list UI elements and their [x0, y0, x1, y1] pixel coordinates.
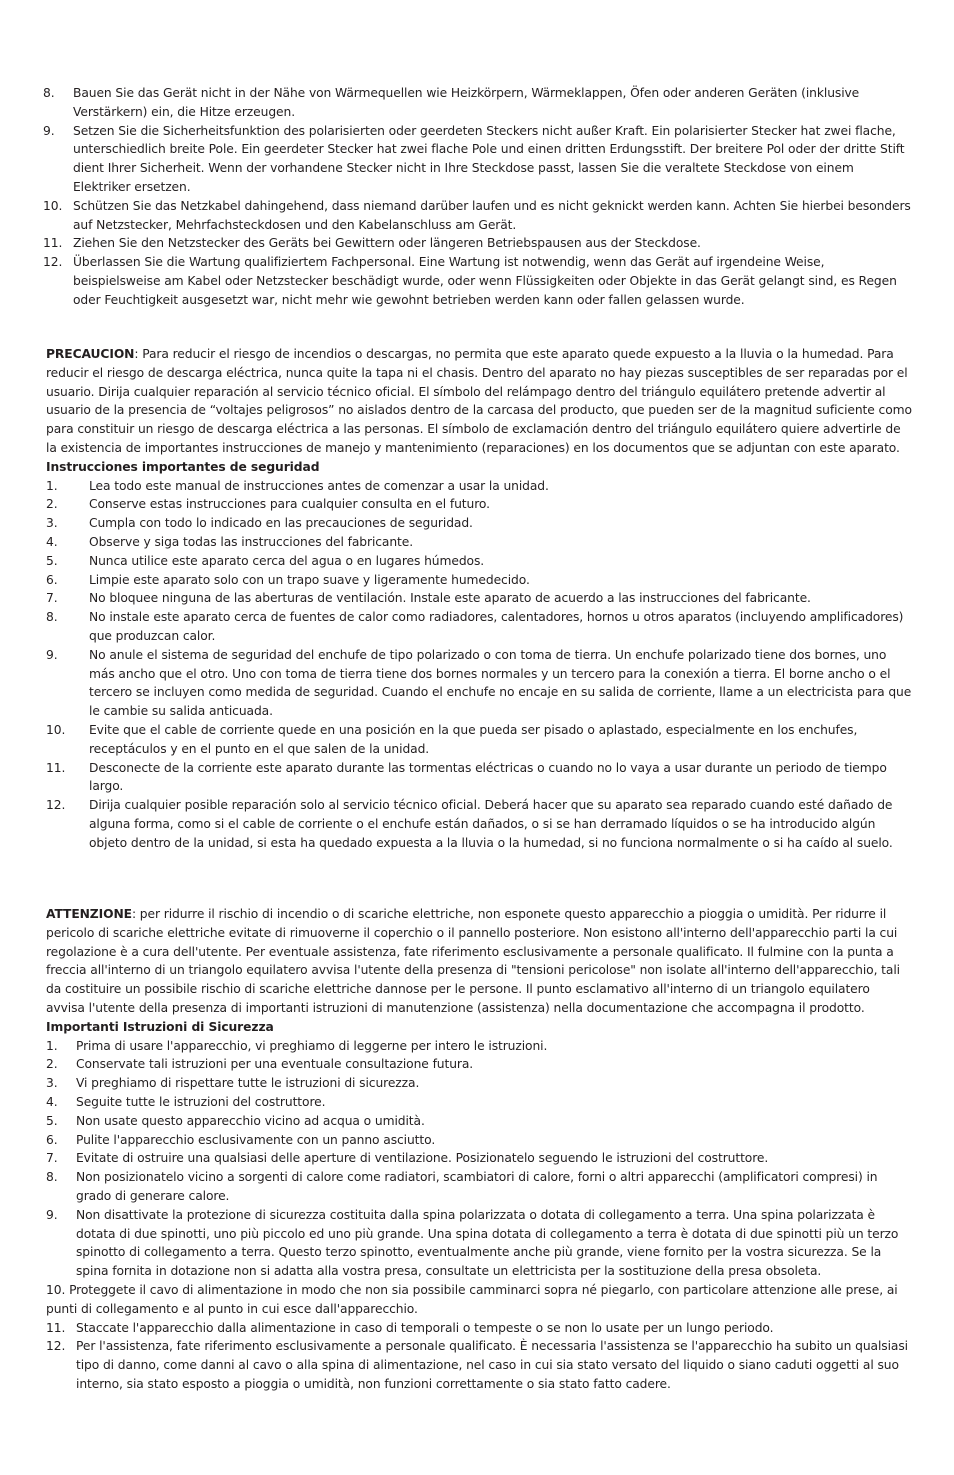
list-item	[46, 1093, 912, 1112]
item-number: 1.	[46, 478, 58, 493]
item-text: Setzen Sie die Sicherheitsfunktion des polarisierten oder geerdeten Steckers nicht außer Kraft. Ein polarisierter Stecker hat zwei flache, unterschiedlich breite Pole. Ein geerdeter Stecker hat zwei flache Pole und einen dritten Erdungsstift. Der breitere Pol oder der dritte Stift dient Ihrer Sicherheit. Wenn der vorhandene Stecker nicht in Ihre Steckdose passt, lassen Sie die veraltete Steckdose von einem Elektriker ersetzen.	[73, 123, 905, 194]
item-text: Pulite l'apparecchio esclusivamente con un panno asciutto.	[76, 1132, 436, 1147]
item-text: Evitate di ostruire una qualsiasi delle aperture di ventilazione. Posizionatelo seguendo le istruzioni del costruttore.	[76, 1151, 769, 1166]
item-text: Cumpla con todo lo indicado en las precauciones de seguridad.	[89, 516, 473, 531]
list-item	[43, 84, 913, 122]
item-text: Evite que el cable de corriente quede en una posición en la que pueda ser pisado o aplastado, especialmente en los enchufes, receptáculos y en el punto en el que salen de la unidad.	[89, 722, 858, 756]
list-item	[46, 1055, 912, 1074]
item-text: Bauen Sie das Gerät nicht in der Nähe von Wärmequellen wie Heizkörpern, Wärmeklappen, Öfen oder anderen Geräten (inklusive Verstärkern) ein, die Hitze erzeugen.	[73, 86, 860, 119]
item-text: Proteggete il cavo di alimentazione in modo che non sia possibile camminarci sopra né piegarlo, con particolare attenzione alle prese, ai punti di collegamento e al punto in cui esce dall'apparecchio.	[46, 1282, 898, 1316]
item-number: 8.	[43, 86, 55, 100]
list-item	[46, 552, 912, 571]
list-item	[43, 253, 913, 309]
item-number: 12.	[46, 798, 66, 813]
item-number: 9.	[43, 123, 55, 138]
item-text: Prima di usare l'apparecchio, vi preghiamo di leggerne per intero le istruzioni.	[76, 1038, 548, 1053]
list-item	[46, 533, 912, 552]
item-text: Dirija cualquier posible reparación solo al servicio técnico oficial. Deberá hacer que su aparato sea reparado cuando esté dañado de alguna forma, como si el cable de corriente o el enchufe están dañados, o si se han derramado líquidos o se ha introducido algún objeto dentro de la unidad, si esta ha quedado expuesta a la lluvia o la humedad, si no funciona normalmente o si ha caído al suelo.	[89, 798, 893, 850]
spanish-warning-paragraph	[46, 345, 912, 458]
item-number: 3.	[46, 516, 58, 531]
item-text: Non posizionatelo vicino a sorgenti di calore come radiatori, scambiatori di calore, forni o altri apparecchi (amplificatori compresi) in grado di generare calore.	[76, 1170, 878, 1203]
item-text: Non usate questo apparecchio vicino ad acqua o umidità.	[76, 1113, 425, 1128]
item-number: 4.	[46, 534, 58, 549]
spanish-section	[46, 345, 912, 853]
item-number: 10.	[46, 722, 66, 737]
list-item	[46, 1149, 912, 1168]
item-number: 7.	[46, 591, 58, 606]
item-number: 2.	[46, 497, 58, 512]
item-number: 6.	[46, 572, 58, 587]
item-number: 3.	[46, 1076, 58, 1091]
item-number: 6.	[46, 1132, 58, 1147]
spanish-safety-list	[46, 477, 912, 853]
item-text: Non disattivate la protezione di sicurezza costituita dalla spina polarizzata o dotata di collegamento a terra. Una spina polarizzata è dotata di due spinotti, uno più piccolo ed uno più grande. Una spina dotata di collegamento a terra è dotata di due spinotti più un terzo spinotto di collegamento a terra. Questo terzo spinotto, eventualmente anche più grande, viene fornito per la vostra sicurezza. Se la spina fornita in dotazione non si adatta alla vostra presa, consultate un elettricista per la sostituzione della presa obsoleta.	[76, 1207, 899, 1279]
italian-warning-label: ATTENZIONE	[46, 907, 132, 921]
item-text: Staccate l'apparecchio dalla alimentazione in caso di temporali o tempeste o se non lo usate per un lungo periodo.	[76, 1320, 774, 1335]
item-number: 9.	[46, 647, 58, 662]
item-number: 11.	[46, 760, 66, 775]
item-text: Lea todo este manual de instrucciones antes de comenzar a usar la unidad.	[89, 478, 549, 493]
item-number: 10.	[46, 1282, 66, 1297]
item-text: No instale este aparato cerca de fuentes de calor como radiadores, calentadores, hornos u otros aparatos (incluyendo amplificadores) que produzcan calor.	[89, 610, 904, 643]
list-item	[46, 796, 912, 852]
item-text: Seguite tutte le istruzioni del costruttore.	[76, 1094, 326, 1109]
list-item	[46, 571, 912, 590]
italian-safety-heading: Importanti Istruzioni di Sicurezza	[46, 1019, 274, 1034]
list-item	[46, 1319, 912, 1338]
item-number: 4.	[46, 1094, 58, 1109]
item-text: Observe y siga todas las instrucciones del fabricante.	[89, 534, 414, 549]
list-item	[46, 495, 912, 514]
list-item	[46, 1168, 912, 1206]
item-number: 1.	[46, 1038, 58, 1053]
list-item	[46, 1206, 912, 1281]
item-text: Vi preghiamo di rispettare tutte le istruzioni di sicurezza.	[76, 1076, 420, 1091]
item-number: 2.	[46, 1057, 58, 1072]
item-text: Schützen Sie das Netzkabel dahingehend, dass niemand darüber laufen und es nicht geknickt werden kann. Achten Sie hierbei besonders auf Netzstecker, Mehrfachsteckdosen und den Kabelanschluss am Gerät.	[73, 198, 911, 232]
list-item	[43, 197, 913, 235]
item-text: Überlassen Sie die Wartung qualifiziertem Fachpersonal. Eine Wartung ist notwendig, wenn das Gerät auf irgendeine Weise, beispielsweise am Kabel oder Netzstecker beschädigt wurde, oder wenn Flüssigkeiten oder Objekte in das Gerät gelangt sind, es Regen oder Feuchtigkeit ausgesetzt war, nicht mehr wie gewohnt betrieben werden kann oder fallen gelassen wurde.	[73, 255, 897, 307]
italian-section	[46, 905, 912, 1394]
list-item	[46, 1074, 912, 1093]
list-item	[46, 1037, 912, 1056]
spanish-warning-label: PRECAUCION	[46, 347, 135, 361]
item-text: Conserve estas instrucciones para cualquier consulta en el futuro.	[89, 497, 490, 512]
spanish-safety-heading: Instrucciones importantes de seguridad	[46, 459, 320, 474]
italian-warning-paragraph	[46, 905, 912, 1018]
item-number: 5.	[46, 1113, 58, 1128]
list-item	[46, 477, 912, 496]
item-number: 7.	[46, 1151, 58, 1166]
list-item	[46, 759, 912, 797]
list-item	[46, 721, 912, 759]
item-number: 10.	[43, 198, 63, 213]
item-text: No anule el sistema de seguridad del enchufe de tipo polarizado o con toma de tierra. Un enchufe polarizado tiene dos bornes, uno más ancho que el otro. Uno con toma de tierra tiene dos bornes normales y un tercero para la conexión a tierra. El borne ancho o el tercero se incluyen como medida de seguridad. Cuando el enchufe no encaje en su salida de corriente, llame a un electricista para que le cambie su salida anticuada.	[89, 647, 912, 719]
list-item	[46, 608, 912, 646]
list-item	[46, 1131, 912, 1150]
item-number: 11.	[46, 1320, 66, 1335]
item-text: Conservate tali istruzioni per una eventuale consultazione futura.	[76, 1057, 474, 1072]
item-number: 5.	[46, 553, 58, 568]
italian-warning-text: : per ridurre il rischio di incendio o di scariche elettriche, non esponete questo apparecchio a pioggia o umidità. Per ridurre il pericolo di scariche elettriche evitate di rimuoverne il coperchio o il pannello posteriore. Non esistono all'interno dell'apparecchio parti la cui regolazione è a cura dell'utente. Per eventuale assistenza, fate riferimento esclusivamente a personale qualificato. Il fulmine con la punta a freccia all'interno di un triangolo equilatero avvisa l'utente della presenza di "tensioni pericolose" non isolate all'interno dell'apparecchio, tali da costituire un possibile rischio di scariche elettriche dannose per le persone. Il punto esclamativo all'interno di un triangolo equilatero avvisa l'utente della presenza di importanti istruzioni di manutenzione (assistenza) nella documentazione che accompagna il prodotto.	[46, 907, 900, 1015]
list-item	[46, 1281, 912, 1319]
item-number: 8.	[46, 610, 58, 625]
list-item	[46, 589, 912, 608]
item-number: 12.	[43, 255, 63, 270]
italian-safety-list	[46, 1037, 912, 1394]
item-number: 8.	[46, 1170, 58, 1185]
item-text: Desconecte de la corriente este aparato durante las tormentas eléctricas o cuando no lo vaya a usar durante un periodo de tiempo largo.	[89, 760, 887, 794]
item-text: Ziehen Sie den Netzstecker des Geräts bei Gewittern oder längeren Betriebspausen aus der Steckdose.	[73, 236, 701, 251]
list-item	[43, 122, 913, 197]
list-item	[46, 514, 912, 533]
spanish-warning-text: : Para reducir el riesgo de incendios o descargas, no permita que este aparato quede expuesto a la lluvia o la humedad. Para reducir el riesgo de descarga eléctrica, nunca quite la tapa ni el chasis. Dentro del aparato no hay piezas susceptibles de ser reparadas por el usuario. Dirija cualquier reparación al servicio técnico oficial. El símbolo del relámpago dentro del triángulo equilátero pretende advertir al usuario de la presencia de “voltajes peligrosos” no aislados dentro de la carcasa del producto, que pueden ser de la magnitud suficiente como para constituir un riesgo de descarga eléctrica a las personas. El símbolo de exclamación dentro del triángulo equilátero quiere advertirle de la existencia de importantes instrucciones de manejo y mantenimiento (reparaciones) en los documentos que se adjuntan con este aparato.	[46, 347, 912, 455]
item-text: Per l'assistenza, fate riferimento esclusivamente a personale qualificato. È necessaria l'assistenza se l'apparecchio ha subito un qualsiasi tipo di danno, come danni al cavo o alla spina di alimentazione, nel caso in cui sia stato versato del liquido o siano caduti oggetti al suo interno, sia stato esposto a pioggia o umidità, non funzioni correttamente o sia stato fatto cadere.	[76, 1339, 908, 1391]
list-item	[46, 646, 912, 721]
item-text: No bloquee ninguna de las aberturas de ventilación. Instale este aparato de acuerdo a las instrucciones del fabricante.	[89, 591, 811, 606]
german-safety-list	[43, 84, 913, 310]
list-item	[46, 1337, 912, 1393]
item-number: 9.	[46, 1207, 58, 1222]
item-text: Limpie este aparato solo con un trapo suave y ligeramente humedecido.	[89, 572, 530, 587]
item-number: 12.	[46, 1339, 66, 1354]
list-item	[46, 1112, 912, 1131]
list-item	[43, 234, 913, 253]
item-number: 11.	[43, 236, 63, 251]
item-text: Nunca utilice este aparato cerca del agua o en lugares húmedos.	[89, 553, 485, 568]
